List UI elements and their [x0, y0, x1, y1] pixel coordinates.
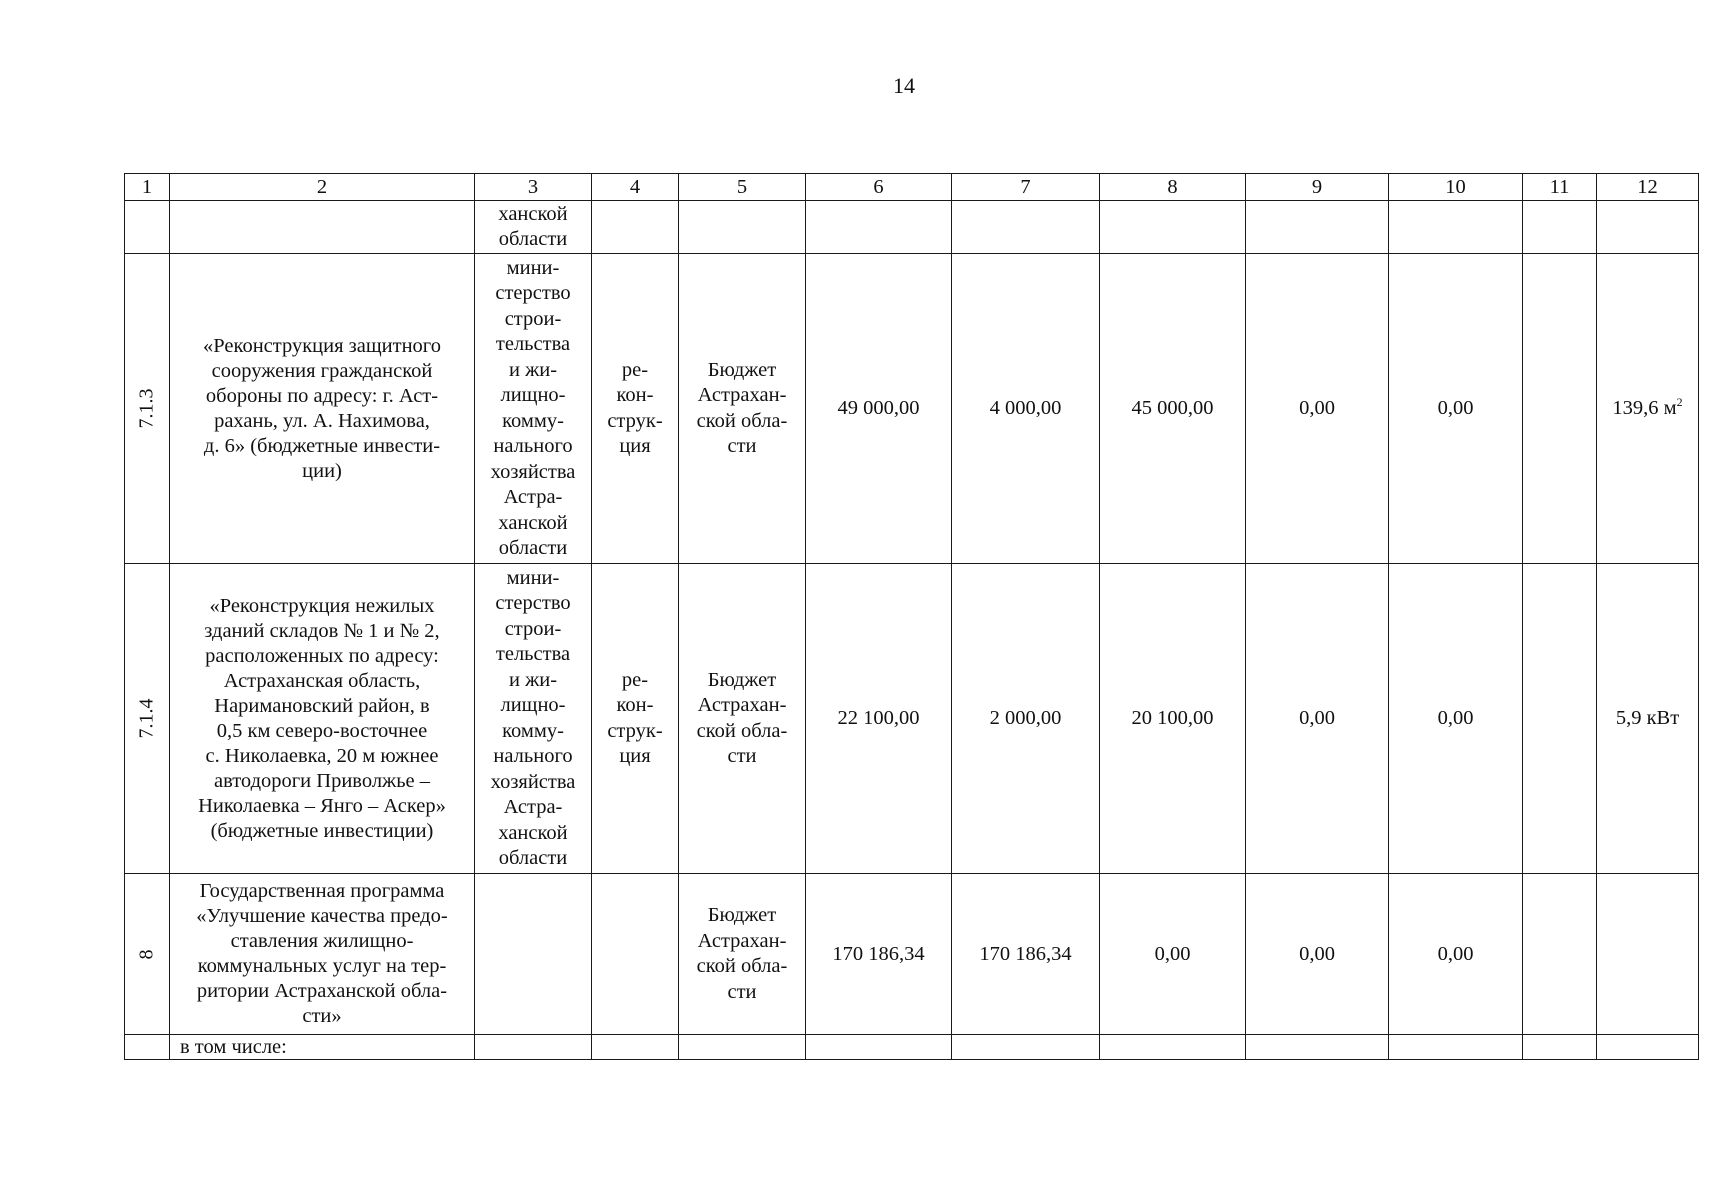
empty-cell: [1597, 201, 1699, 254]
empty-cell: [170, 201, 475, 254]
col-header: 9: [1246, 174, 1389, 201]
empty-cell: [806, 1035, 952, 1060]
capacity-cell: [1597, 564, 1699, 874]
work-type: ре- кон- струк- ция: [592, 254, 679, 564]
empty-cell: [1389, 1035, 1523, 1060]
value-col7: 2 000,00: [952, 564, 1100, 874]
value-col6: 49 000,00: [806, 254, 952, 564]
empty-cell: [679, 201, 806, 254]
empty-cell: [125, 1035, 170, 1060]
value-col8: 0,00: [1100, 874, 1246, 1035]
empty-cell: [1100, 201, 1246, 254]
executor: [475, 874, 592, 1035]
capacity-value: 139,6 м: [1612, 397, 1677, 419]
value-col6: 22 100,00: [806, 564, 952, 874]
empty-cell: [952, 1035, 1100, 1060]
empty-cell: [679, 1035, 806, 1060]
value-col11: [1523, 254, 1597, 564]
work-type: ре- кон- струк- ция: [592, 564, 679, 874]
subtotal-row: [125, 1035, 1699, 1060]
continuation-row: [125, 201, 1699, 254]
funding-source: Бюджет Астрахан- ской обла- сти: [679, 254, 806, 564]
col-header: 4: [592, 174, 679, 201]
row-number-cell: [125, 254, 170, 564]
row-number-cell: [125, 564, 170, 874]
col-header: 5: [679, 174, 806, 201]
value-col9: 0,00: [1246, 254, 1389, 564]
value-col11: [1523, 874, 1597, 1035]
table-row: [125, 874, 1699, 1035]
empty-cell: [1523, 1035, 1597, 1060]
col-header: 2: [170, 174, 475, 201]
col-header: 3: [475, 174, 592, 201]
value-col7: 170 186,34: [952, 874, 1100, 1035]
row-number: 7.1.4: [135, 698, 158, 739]
empty-cell: [475, 1035, 592, 1060]
empty-cell: [1246, 201, 1389, 254]
value-col9: 0,00: [1246, 874, 1389, 1035]
empty-cell: [806, 201, 952, 254]
empty-cell: [592, 1035, 679, 1060]
col-header: 11: [1523, 174, 1597, 201]
funding-source: Бюджет Астрахан- ской обла- сти: [679, 874, 806, 1035]
executor-continuation: ханской области: [475, 201, 592, 254]
col-header: 6: [806, 174, 952, 201]
capacity-value: 5,9 кВт: [1615, 707, 1680, 729]
row-number: 8: [135, 949, 158, 959]
object-name: «Реконструкция нежилых зданий складов № 1 и № 2, расположенных по адресу: Астраханская область, Наримановский район, в 0,5 км северо-восточнее с. Николаевка, 20 м южнее автодороги Приволжье – Николаевка – Янго – Аскер» (бюджетные инвестиции): [170, 564, 475, 874]
empty-cell: [1100, 1035, 1246, 1060]
empty-cell: [592, 201, 679, 254]
empty-cell: [125, 201, 170, 254]
empty-cell: [952, 201, 1100, 254]
program-name: Государственная программа «Улучшение качества предо- ставления жилищно- коммунальных услуг на тер- ритории Астраханской обла- сти»: [170, 874, 475, 1035]
subtotal-label: в том числе:: [180, 1036, 287, 1058]
value-col9: 0,00: [1246, 564, 1389, 874]
table-row: [125, 564, 1699, 874]
value-col10: 0,00: [1389, 254, 1523, 564]
value-col7: 4 000,00: [952, 254, 1100, 564]
program-table: [124, 173, 1699, 1060]
value-col11: [1523, 564, 1597, 874]
page-number: 14: [893, 73, 915, 98]
value-col8: 20 100,00: [1100, 564, 1246, 874]
column-number-row: [125, 174, 1699, 201]
value-col6: 170 186,34: [806, 874, 952, 1035]
value-col12: [1597, 874, 1699, 1035]
value-col8: 45 000,00: [1100, 254, 1246, 564]
capacity-cell: [1597, 254, 1699, 564]
funding-source: Бюджет Астрахан- ской обла- сти: [679, 564, 806, 874]
col-header: 1: [125, 174, 170, 201]
empty-cell: [1597, 1035, 1699, 1060]
col-header: 7: [952, 174, 1100, 201]
row-number: 7.1.3: [135, 388, 158, 429]
value-col10: 0,00: [1389, 564, 1523, 874]
col-header: 12: [1597, 174, 1699, 201]
row-number-cell: [125, 874, 170, 1035]
object-name: «Реконструкция защитного сооружения гражданской обороны по адресу: г. Аст- рахань, ул. А. Нахимова, д. 6» (бюджетные инвести- ции): [170, 254, 475, 564]
executor: мини- стерство строи- тельства и жи- лищно- комму- нального хозяйства Астра- ханской области: [475, 254, 592, 564]
col-header: 10: [1389, 174, 1523, 201]
work-type: [592, 874, 679, 1035]
col-header: 8: [1100, 174, 1246, 201]
empty-cell: [1523, 201, 1597, 254]
empty-cell: [1389, 201, 1523, 254]
executor: мини- стерство строи- тельства и жи- лищно- комму- нального хозяйства Астра- ханской области: [475, 564, 592, 874]
value-col10: 0,00: [1389, 874, 1523, 1035]
table-row: [125, 254, 1699, 564]
subtotal-cell: [170, 1035, 475, 1060]
capacity-unit-exponent: 2: [1676, 395, 1683, 409]
empty-cell: [1246, 1035, 1389, 1060]
